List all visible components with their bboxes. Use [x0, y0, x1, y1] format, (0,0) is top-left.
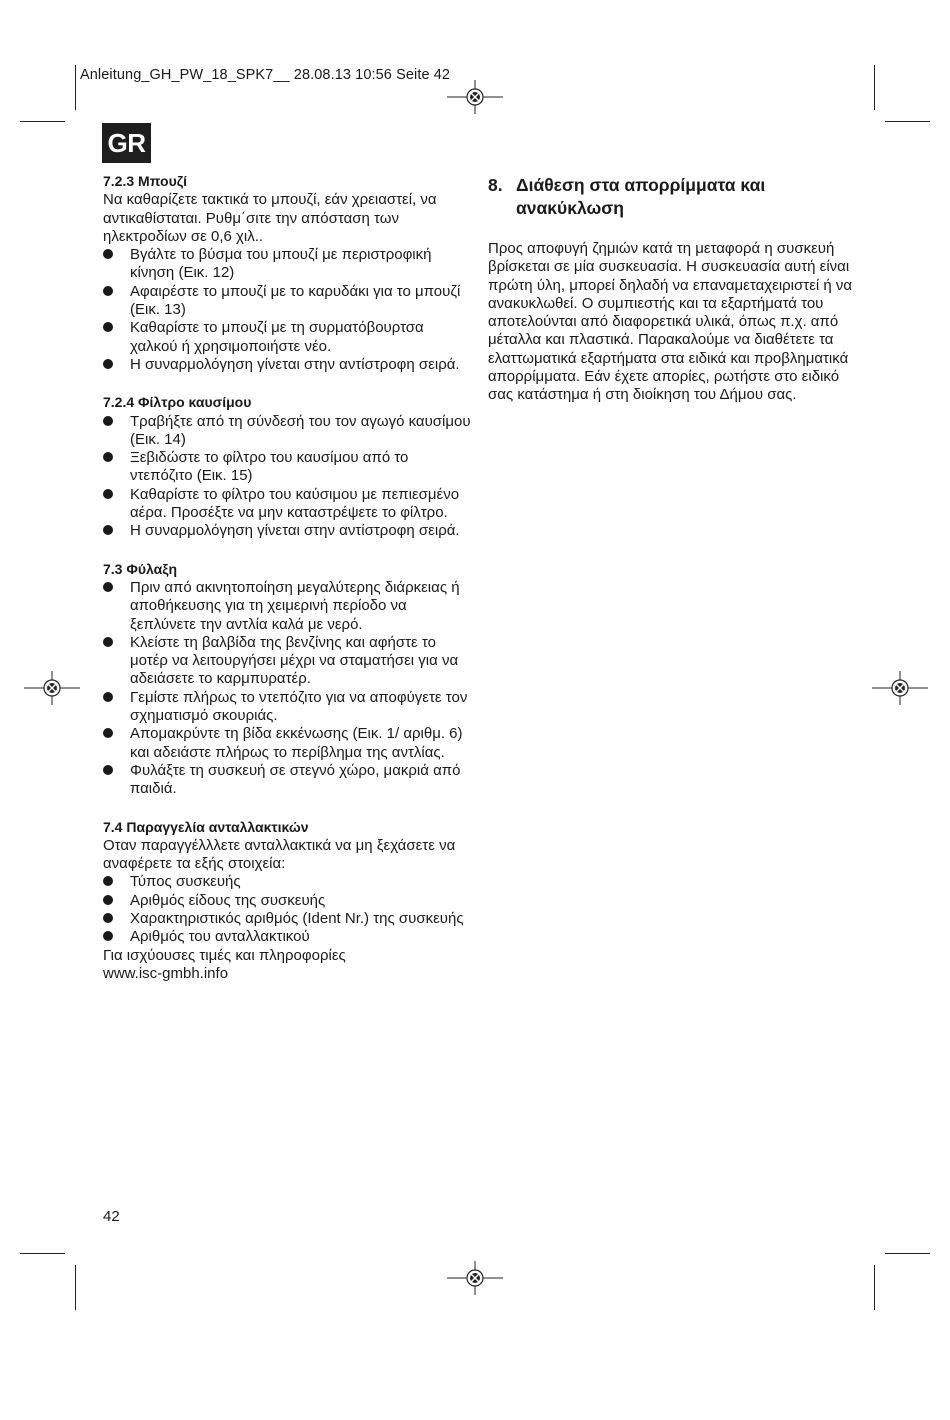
bullet-icon: [103, 249, 113, 259]
crop-mark: [20, 1253, 65, 1254]
section-title: 7.4 Παραγγελία ανταλλακτικών: [103, 818, 309, 835]
spacer: [103, 374, 473, 393]
list-item-text: Φυλάξτε τη συσκευή σε στεγνό χώρο, μακριά από παιδιά.: [130, 761, 461, 798]
print-slug-line: Anleitung_GH_PW_18_SPK7__ 28.08.13 10:56 Seite 42: [80, 67, 451, 83]
list-item-text: Βγάλτε το βύσμα του μπουζί με περιστροφική κίνηση (Εικ. 12): [130, 246, 432, 282]
bullet-icon: [103, 765, 113, 775]
registration-mark-icon: [447, 80, 503, 114]
registration-mark-icon: [872, 671, 928, 705]
bullet-icon: [103, 913, 113, 923]
list-item: [103, 928, 473, 946]
registration-mark-icon: [447, 1261, 503, 1295]
left-column: [103, 172, 473, 983]
section-intro: Οταν παραγγέλλλετε ανταλλακτικά να μη ξεχάσετε να αναφέρετε τα εξής στοιχεία:: [103, 836, 456, 873]
crop-mark: [885, 121, 930, 122]
bullet-icon: [103, 416, 113, 426]
list-item-text: Απομακρύντε τη βίδα εκκένωσης (Εικ. 1/ αριθμ. 6) και αδειάστε πλήρως το περίβλημα της αντλίας.: [130, 725, 463, 761]
list-item-text: Καθαρίστε το μπουζί με τη συρματόβουρτσα χαλκού ή χρησιμοποιήστε νέο.: [130, 319, 424, 355]
heading-line-1: Διάθεση στα απορρίμματα και: [516, 175, 766, 195]
bullet-icon: [103, 359, 113, 369]
bullet-icon: [103, 876, 113, 886]
list-item: [103, 319, 473, 356]
bullet-icon: [103, 286, 113, 296]
bullet-list: [103, 579, 473, 799]
list-item-text: Ξεβιδώστε το φίλτρο του καυσίμου από το ντεπόζιτο (Εικ. 15): [130, 449, 409, 485]
bullet-icon: [103, 489, 113, 499]
list-item-text: Η συναρμολόγηση γίνεται στην αντίστροφη σειρά.: [130, 522, 460, 540]
bullet-icon: [103, 582, 113, 592]
bullet-icon: [103, 692, 113, 702]
list-item-text: Η συναρμολόγηση γίνεται στην αντίστροφη σειρά.: [130, 355, 460, 373]
crop-mark: [75, 65, 76, 110]
bullet-icon: [103, 931, 113, 941]
list-item: [103, 910, 473, 928]
list-item-text: Τύπος συσκευής: [130, 873, 241, 891]
heading-line-2: ανακύκλωση: [516, 198, 624, 218]
list-item: [103, 283, 473, 320]
bullet-icon: [103, 322, 113, 332]
section-intro: Να καθαρίζετε τακτικά το μπουζί, εάν χρειαστεί, να αντικαθίσταται. Ρυθμ΄σιτε την απόσταση των ηλεκτροδίων σε 0,6 χιλ..: [103, 191, 437, 245]
bullet-list: [103, 873, 473, 946]
spacer: [103, 541, 473, 560]
page-number: 42: [103, 1208, 120, 1225]
list-item-text: Καθαρίστε το φίλτρο του καύσιμου με πεπιεσμένο αέρα. Προσέξτε να μην καταστρέψετε το φίλτρο.: [130, 485, 460, 522]
bullet-icon: [103, 895, 113, 905]
section-heading: [488, 174, 858, 220]
list-item-text: Κλείστε τη βαλβίδα της βενζίνης και αφήστε το μοτέρ να λειτουργήσει μέχρι να σταματήσει για να αδειάσετε το καρμπυρατέρ.: [130, 633, 459, 688]
list-item: [103, 873, 473, 891]
list-item-text: Πριν από ακινητοποίηση μεγαλύτερης διάρκειας ή αποθήκευσης για τη χειμερινή περίοδο να ξεπλύνετε την αντλία καλά με νερό.: [130, 578, 460, 633]
list-item-text: Τραβήξτε από τη σύνδεσή του τον αγωγό καυσίμου (Εικ. 14): [130, 412, 471, 448]
section-title: 7.3 Φύλαξη: [103, 560, 177, 577]
list-item: [103, 413, 473, 450]
bullet-icon: [103, 452, 113, 462]
crop-mark: [874, 65, 875, 110]
disposal-body-text: Προς αποφυγή ζημιών κατά τη μεταφορά η συσκευή βρίσκεται σε μία συσκευασία. Η συσκευασία αυτή είναι πρώτη ύλη, μπορεί δηλαδή να επαναμεταχειριστεί ή να ανακυκλωθεί. Ο συμπιεστής και τα εξαρτήματά του αποτελούνται από διαφορετικά υλικά, όπως π.χ. από μέταλλα και πλαστικά. Παρακαλούμε να διαθέτετε τα ελαττωματικά εξαρτήματα στα ειδικά και προβληματικά απορρίμματα. Εάν έχετε απορίες, ρωτήστε στο ειδικό σας κατάστημα ή στη διοίκηση του Δήμου σας.: [488, 240, 853, 404]
crop-mark: [20, 121, 65, 122]
list-item-text: Γεμίστε πλήρως το ντεπόζιτο για να αποφύγετε τον σχηματισμό σκουριάς.: [130, 688, 468, 725]
section-storage: [103, 560, 473, 799]
list-item: [103, 522, 473, 540]
right-column: [488, 174, 858, 405]
spacer: [103, 799, 473, 818]
bullet-icon: [103, 728, 113, 738]
list-item: [103, 762, 473, 799]
list-item: [103, 486, 473, 523]
bullet-list: [103, 413, 473, 541]
crop-mark: [75, 1265, 76, 1310]
list-item: [103, 246, 473, 283]
list-item-text: Αριθμός του ανταλλακτικού: [130, 928, 310, 946]
list-item: [103, 689, 473, 726]
bullet-icon: [103, 525, 113, 535]
section-spark-plug: [103, 172, 473, 374]
section-title: 7.2.4 Φίλτρο καυσίμου: [103, 394, 252, 411]
list-item: [103, 579, 473, 634]
list-item: [103, 449, 473, 486]
bullet-list: [103, 246, 473, 374]
section-title: 7.2.3 Μπουζί: [103, 173, 188, 189]
list-item: [103, 725, 473, 762]
website-link: www.isc-gmbh.info: [103, 964, 229, 982]
list-item: [103, 634, 473, 689]
list-item-text: Χαρακτηριστικός αριθμός (Ident Nr.) της συσκευής: [130, 909, 464, 927]
list-item-text: Αριθμός είδους της συσκευής: [130, 891, 326, 909]
list-item: [103, 356, 473, 374]
language-badge: GR: [102, 123, 151, 163]
section-fuel-filter: [103, 393, 473, 540]
info-text: Για ισχύουσες τιμές και πληροφορίες: [103, 946, 346, 964]
list-item: [103, 892, 473, 910]
crop-mark: [885, 1253, 930, 1254]
bullet-icon: [103, 637, 113, 647]
list-item-text: Αφαιρέστε το μπουζί με το καρυδάκι για το μπουζί (Εικ. 13): [130, 282, 461, 319]
section-spare-parts: [103, 818, 473, 984]
crop-mark: [874, 1265, 875, 1310]
registration-mark-icon: [24, 671, 80, 705]
heading-number: 8.: [488, 175, 503, 195]
